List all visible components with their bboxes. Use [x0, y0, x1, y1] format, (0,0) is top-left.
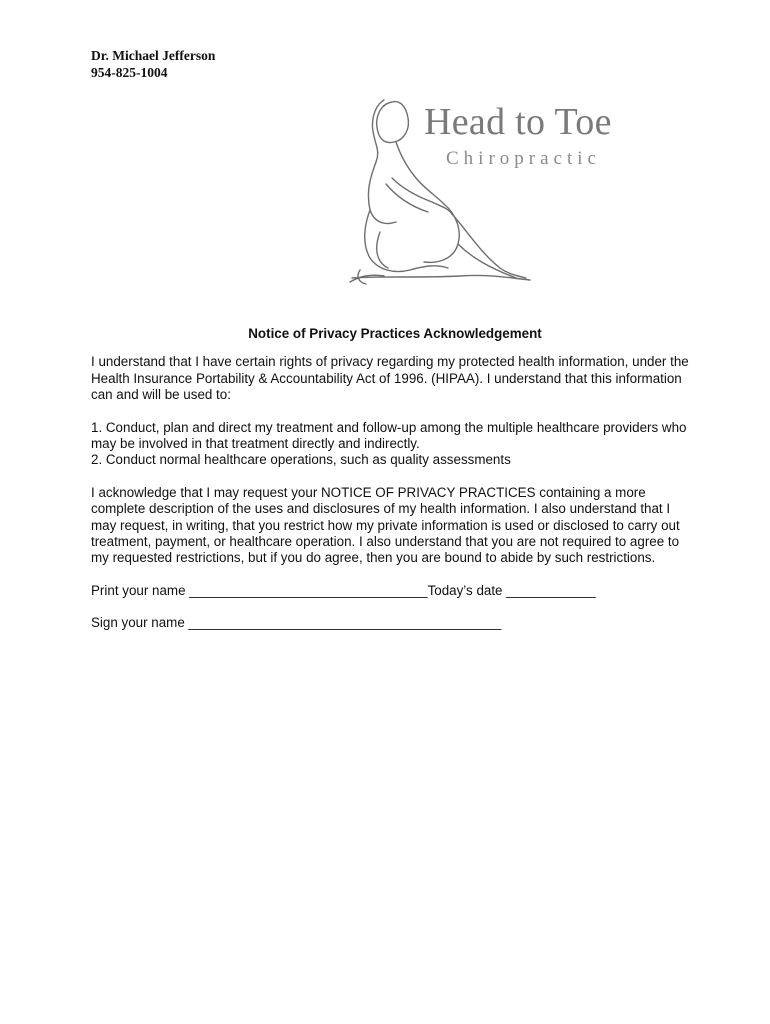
sign-name-label: Sign your name — [91, 615, 189, 631]
list-item: 1. Conduct, plan and direct my treatment and follow-up among the multiple healthcare providers who may be involved in that treatment directly and indirectly. — [91, 419, 687, 452]
privacy-notice-body — [91, 326, 691, 648]
usage-list — [91, 420, 691, 469]
date-label: Today’s date — [427, 582, 507, 598]
doctor-phone: 954-825-1004 — [91, 65, 168, 80]
doctor-name: Dr. Michael Jefferson — [91, 48, 216, 63]
logo-title: Head to Toe — [424, 101, 612, 143]
print-name-label: Print your name — [91, 582, 190, 598]
document-title: Notice of Privacy Practices Acknowledgement — [248, 326, 542, 341]
intro-paragraph: I understand that I have certain rights of privacy regarding my protected health information, under the Health Insurance Portability & Accountability Act of 1996. (HIPAA). I understand that this information can and will be used to: — [91, 354, 689, 403]
acknowledgement-paragraph: I acknowledge that I may request your NOTICE OF PRIVACY PRACTICES containing a more complete description of the uses and disclosures of my health information. I also understand that I may request, in writing, that you restrict how my private information is used or disclosed to carry out treatment, payment, or healthcare operation. I also understand that you are not required to agree to my requested restrictions, but if you do agree, then you are bound to abide by such restrictions. — [91, 484, 680, 566]
letterhead — [91, 47, 215, 81]
clinic-logo — [340, 92, 660, 292]
signature-field[interactable]: __________________________________________ — [188, 615, 502, 631]
list-item: 2. Conduct normal healthcare operations, such as quality assessments — [91, 452, 511, 468]
date-field[interactable]: ____________ — [506, 582, 596, 598]
logo-subtitle: Chiropractic — [446, 148, 601, 169]
sign-name-row — [91, 615, 691, 631]
print-name-row — [91, 583, 691, 599]
print-name-field[interactable]: ________________________________ — [189, 582, 428, 598]
